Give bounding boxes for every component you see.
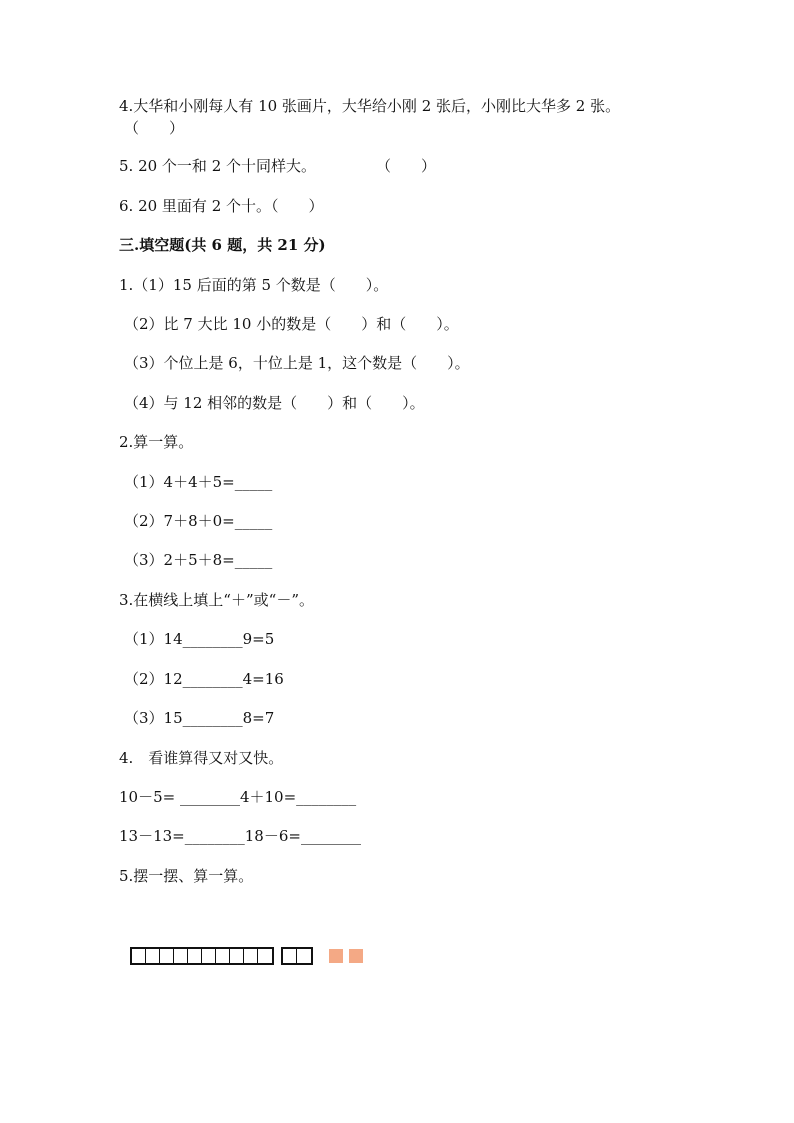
- fill-q1-part3: （3）个位上是 6，十位上是 1，这个数是（ ）。: [124, 354, 470, 372]
- fill-q2-item: （3）2＋5＋8=_____: [124, 551, 273, 569]
- ten-box-group: [130, 947, 274, 965]
- orange-square: [349, 949, 363, 963]
- box-cell: [160, 949, 174, 963]
- box-cell: [230, 949, 244, 963]
- box-cell: [188, 949, 202, 963]
- section3-title: 三.填空题(共 6 题，共 21 分): [119, 236, 326, 254]
- fill-q4-title: 4. 看谁算得又对又快。: [119, 749, 284, 767]
- fill-q3-title: 3.在横线上填上“＋”或“－”。: [119, 591, 314, 609]
- fill-q3-item: （1）14________9=5: [124, 630, 275, 648]
- box-cell: [146, 949, 160, 963]
- fill-q1-part2: （2）比 7 大比 10 小的数是（ ）和（ ）。: [124, 315, 459, 333]
- box-cell: [297, 949, 311, 963]
- judge-q6: 6. 20 里面有 2 个十。（ ）: [119, 197, 324, 215]
- fill-q3-item: （3）15________8=7: [124, 709, 275, 727]
- box-cell: [283, 949, 297, 963]
- box-cell: [174, 949, 188, 963]
- judge-q4-answer: （ ）: [124, 119, 185, 137]
- orange-square: [329, 949, 343, 963]
- fill-q4-row2: 13－13=________18－6=________: [119, 827, 361, 845]
- fill-q1-part4: （4）与 12 相邻的数是（ ）和（ ）。: [124, 394, 425, 412]
- fill-q2-item: （1）4＋4＋5=_____: [124, 473, 273, 491]
- fill-q4-row1: 10－5= ________4＋10=________: [119, 788, 357, 806]
- fill-q2-title: 2.算一算。: [119, 433, 194, 451]
- judge-q4-line1: 4.大华和小刚每人有 10 张画片，大华给小刚 2 张后，小刚比大华多 2 张。: [119, 97, 621, 115]
- judge-q5: 5. 20 个一和 2 个十同样大。 （ ）: [119, 157, 437, 175]
- fill-q5-title: 5.摆一摆、算一算。: [119, 867, 254, 885]
- fill-q1-part1: 1.（1）15 后面的第 5 个数是（ ）。: [119, 276, 389, 294]
- box-cell: [258, 949, 272, 963]
- box-cell: [244, 949, 258, 963]
- two-box-group: [281, 947, 313, 965]
- box-cell: [216, 949, 230, 963]
- counting-figure: [130, 947, 369, 965]
- fill-q2-item: （2）7＋8＋0=_____: [124, 512, 273, 530]
- box-cell: [202, 949, 216, 963]
- box-cell: [132, 949, 146, 963]
- fill-q3-item: （2）12________4=16: [124, 670, 284, 688]
